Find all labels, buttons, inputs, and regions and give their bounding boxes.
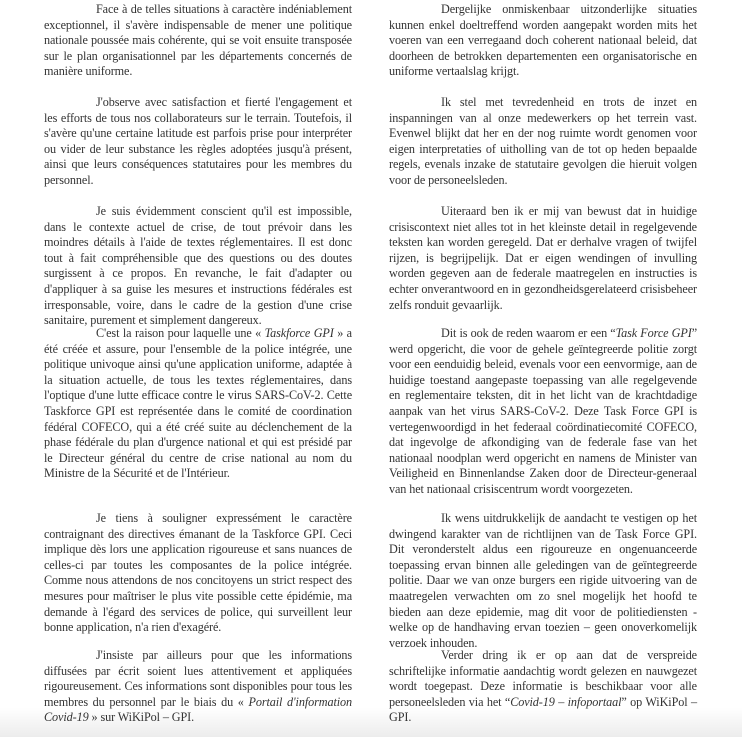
nl-paragraph-4 [389,326,697,498]
nl-paragraph-1: Dergelijke onmiskenbaar uitzonderlijke situaties kunnen enkel doeltreffend worden aangepakt worden mits het voeren van een verregaand doch coherent nationaal beleid, dat doorheen de betrokken departementen een organisatorische en uniforme vertaalslag krijgt. [389,2,697,79]
fr-p4-after: » a été créée et assure, pour l'ensemble de la police intégrée, une politique univoque ainsi qu'une application uniforme, adaptée à la situation actuelle, de tous les textes réglementaires, dans l'optique d'une lutte efficace contre le virus SARS-CoV-2. Cette Taskforce GPI est représentée dans le comité de coordination fédéral COFECO, qui a été créé suite au déclenchement de la phase fédérale du plan d'urgence national et qui est présidé par le Directeur général du centre de crise national au nom du Ministre de la Sécurité et de l'Intérieur. [44,326,352,481]
fr-paragraph-1: Face à de telles situations à caractère indéniablement exceptionnel, il s'avère indispensable de mener une politique nationale poussée mais cohérente, qui se voit ensuite transposée sur le plan organisationnel par les départements concernés de manière uniforme. [44,2,352,79]
nl-p6-after: ” op WiKiPol – GPI. [389,694,697,725]
nl-paragraph-6 [389,648,697,726]
fr-p6-before: J'insiste par ailleurs pour que les informations diffusées par écrit soient lues attentivement et appliquées rigoureusement. Ces informations sont disponibles pour tous les membres du personnel par le biais du « [44,648,352,709]
fr-p6-after: » sur WiKiPol – GPI. [88,710,195,725]
fr-paragraph-4 [44,326,352,482]
fr-paragraph-3: Je suis évidemment conscient qu'il est impossible, dans le contexte actuel de crise, de tout prévoir dans les moindres détails à l'aide de textes réglementaires. Il est donc tout à fait compréhensible que des questions ou des doutes surgissent à ce propos. En revanche, le fait d'adapter ou d'appliquer à sa guise les mesures et instructions fédérales est irresponsable, voire, dans le cadre de la gestion d'une crise sanitaire, purement et simplement dangereux. [44,204,352,328]
nl-paragraph-5: Ik wens uitdrukkelijk de aandacht te vestigen op het dwingend karakter van de richtlijnen van de Task Force GPI. Dit veronderstelt aldus een rigoureuze en ongenuanceerde toepassing ervan binnen alle geledingen van de geïntegreerde politie. Daar we van onze burgers een rigide uitvoering van de maatregelen verwachten om zo snel mogelijk het hoofd te bieden aan deze epidemie, mag dit voor de politiediensten - welke op de handhaving ervan toezien – geen onoverkomelijk verzoek inhouden. [389,511,697,650]
nl-p6-before: Verder dring ik er op aan dat de verspreide schriftelijke informatie aandachtig wordt gelezen en nauwgezet wordt toegepast. Deze informatie is beschikbaar voor alle personeelsleden via het “ [389,648,697,709]
fr-paragraph-5: Je tiens à souligner expressément le caractère contraignant des directives émanant de la Taskforce GPI. Ceci implique dès lors une application rigoureuse et sans nuances de celles-ci par toutes les composantes de la police intégrée. Comme nous attendons de nos concitoyens un strict respect des mesures pour maîtriser le plus vite possible cette épidémie, ma demande à l'égard des services de police, qui surveillent leur bonne application, n'a rien d'exagéré. [44,511,352,635]
nl-p4-before: Dit is ook de reden waarom er een “ [441,326,616,340]
fr-p4-before: C'est la raison pour laquelle une « [96,326,265,340]
fr-paragraph-2: J'observe avec satisfaction et fierté l'engagement et les efforts de tous nos collaborateurs sur le terrain. Toutefois, il s'avère qu'une certaine latitude est parfois prise pour interpréter ou vider de leur substance les règles adoptées jusqu'à présent, ainsi que leurs conséquences statutaires pour les membres du personnel. [44,95,352,187]
fr-p6-italic: Portail d'information Covid-19 [44,694,353,725]
nl-paragraph-3: Uiteraard ben ik er mij van bewust dat in huidige crisiscontext niet alles tot in het kleinste detail in regelgevende teksten kan worden geregeld. Dat er derhalve vragen of twijfel rijzen, is begrijpelijk. Dat er eigen wendingen of invulling worden gegeven aan de federale maatregelen en instructies is echter onverantwoord en in gezondheidsgerelateerd crisisbeheer zelfs ronduit gevaarlijk. [389,204,697,312]
fr-p4-italic: Taskforce GPI [264,326,334,340]
nl-p4-italic: Task Force GPI [615,326,692,340]
fr-paragraph-6 [44,648,352,726]
nl-p4-after: ” werd opgericht, die voor de gehele geïntegreerde politie zorgt voor een eenduidig beleid, evenals voor een eenvormige, aan de huidige toestand aangepaste toepassing van alle regelgevende en reglementaire teksten, dit in het licht van de krachtdadige aanpak van het virus SARS-CoV-2. Deze Task Force GPI is vertegenwoordigd in het federaal coördinatiecomité COFECO, dat ingevolge de afkondiging van de federale fase van het nationaal noodplan werd opgericht en namens de Minister van Veiligheid en Binnenlandse Zaken door de Directeur-generaal van het nationaal crisiscentrum wordt voorgezeten. [389,326,697,496]
nl-paragraph-2: Ik stel met tevredenheid en trots de inzet en inspanningen van al onze medewerkers op het terrein vast. Evenwel blijkt dat her en der nog ruimte wordt genomen voor eigen interpretaties of uitholling van de tot op heden bepaalde regels, evenals inzake de statutaire gevolgen die hieruit volgen voor de personeelsleden. [389,95,697,187]
nl-p6-italic: Covid-19 – infoportaal [510,694,622,709]
